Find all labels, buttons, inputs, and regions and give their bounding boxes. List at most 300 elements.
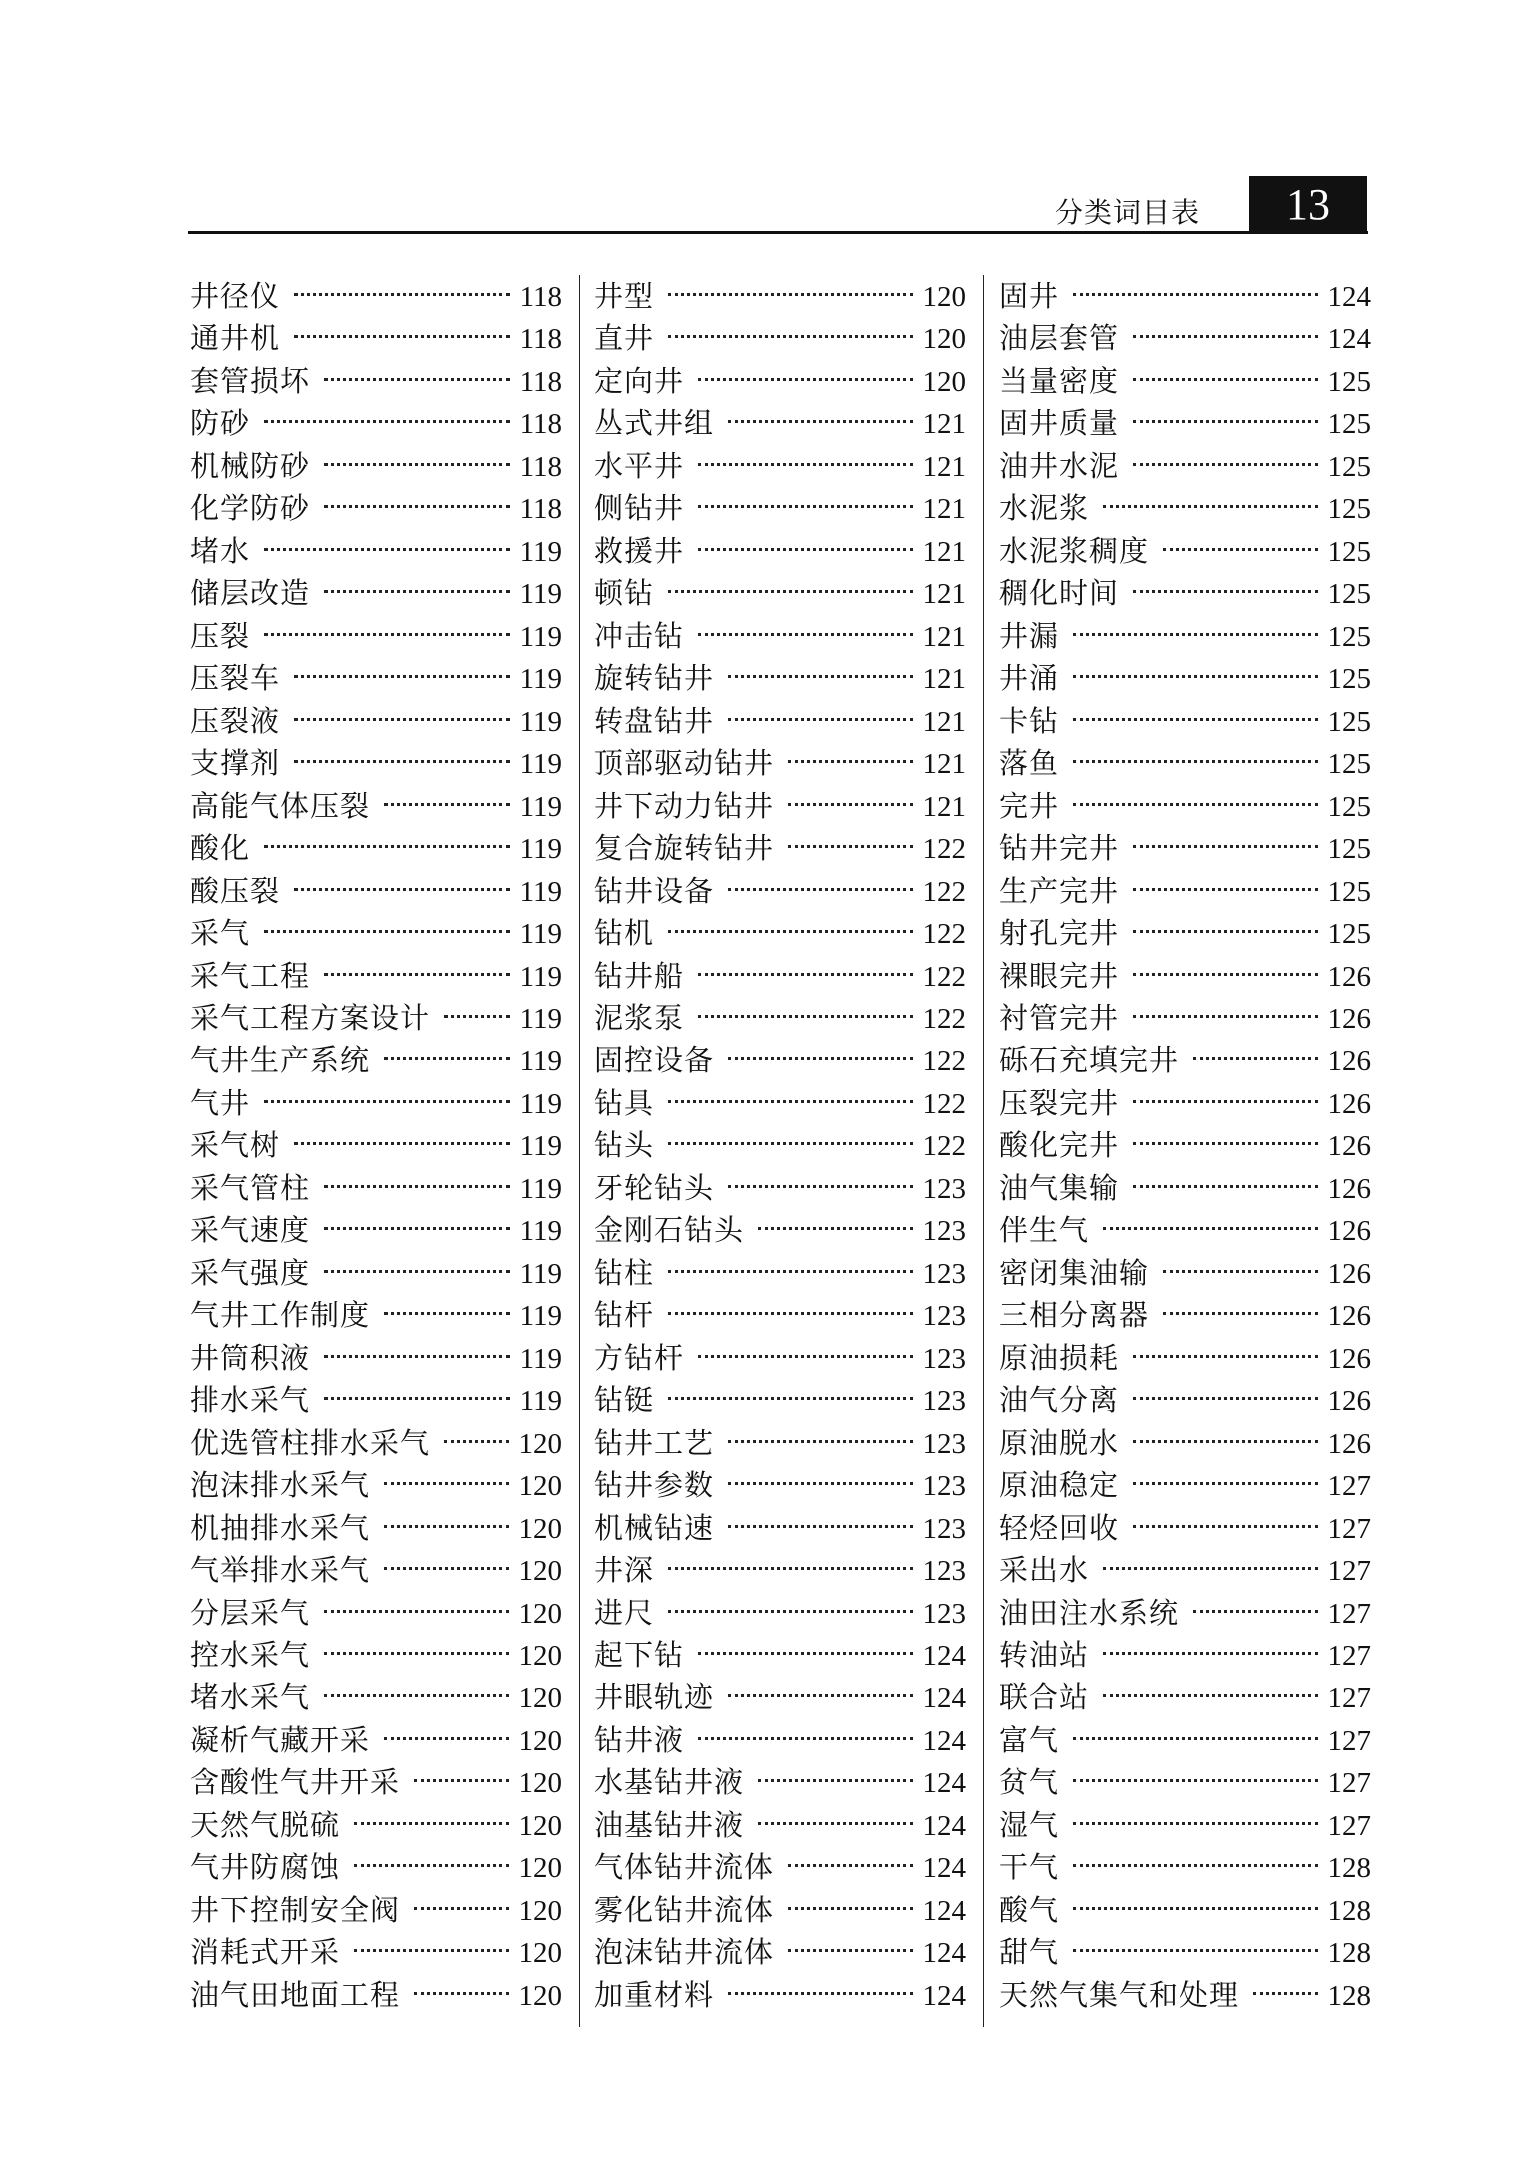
index-entry	[999, 1634, 1371, 1676]
index-entry	[999, 1974, 1371, 2016]
entry-term: 稠化时间	[999, 576, 1120, 611]
entry-page-number: 125	[1327, 833, 1371, 866]
leader-dots	[668, 1312, 912, 1315]
index-column-2	[594, 275, 966, 2016]
entry-term: 卡钻	[999, 703, 1060, 738]
entry-page-number: 119	[519, 1215, 562, 1248]
leader-dots	[1073, 1737, 1317, 1740]
entry-page-number: 118	[519, 323, 562, 356]
leader-dots	[1103, 1652, 1317, 1655]
entry-page-number: 123	[922, 1512, 966, 1545]
entry-term: 分层采气	[190, 1595, 311, 1630]
leader-dots	[294, 760, 510, 763]
entry-page-number: 120	[518, 1470, 562, 1503]
entry-term: 钻井设备	[594, 873, 715, 908]
leader-dots	[264, 930, 510, 933]
entry-page-number: 119	[519, 663, 562, 696]
index-entry	[190, 1974, 562, 2016]
entry-page-number: 127	[1327, 1597, 1371, 1630]
entry-page-number: 125	[1327, 535, 1371, 568]
index-entry	[594, 1379, 966, 1421]
entry-page-number: 121	[922, 450, 966, 483]
entry-term: 泡沫排水采气	[190, 1468, 371, 1503]
leader-dots	[324, 505, 510, 508]
entry-term: 控水采气	[190, 1638, 311, 1672]
entry-term: 含酸性气井开采	[190, 1765, 401, 1800]
entry-page-number: 126	[1327, 1427, 1371, 1460]
leader-dots	[698, 1652, 912, 1655]
entry-term: 采气	[190, 916, 251, 951]
index-entry	[999, 955, 1371, 997]
entry-page-number: 124	[922, 1894, 966, 1927]
entry-term: 贫气	[999, 1765, 1060, 1800]
entry-term: 钻井船	[594, 958, 685, 993]
entry-term: 气体钻井流体	[594, 1850, 775, 1885]
leader-dots	[1133, 463, 1317, 466]
index-entry	[190, 1592, 562, 1634]
entry-term: 牙轮钻头	[594, 1170, 715, 1205]
entry-page-number: 123	[922, 1597, 966, 1630]
entry-page-number: 123	[922, 1257, 966, 1290]
leader-dots	[324, 1397, 510, 1400]
leader-dots	[444, 1440, 508, 1443]
entry-page-number: 123	[922, 1555, 966, 1588]
entry-page-number: 118	[519, 450, 562, 483]
entry-term: 井涌	[999, 661, 1060, 696]
entry-page-number: 119	[519, 1045, 562, 1078]
index-entry	[190, 1464, 562, 1506]
index-entry	[190, 1846, 562, 1888]
entry-page-number: 120	[518, 1979, 562, 2012]
entry-page-number: 119	[519, 833, 562, 866]
leader-dots	[1133, 1440, 1317, 1443]
leader-dots	[728, 1440, 912, 1443]
index-entry	[594, 360, 966, 402]
entry-term: 方钻杆	[594, 1340, 685, 1375]
index-entry	[190, 402, 562, 444]
entry-page-number: 118	[519, 493, 562, 526]
entry-page-number: 121	[922, 535, 966, 568]
entry-term: 衬管完井	[999, 1000, 1120, 1035]
entry-term: 酸压裂	[190, 873, 281, 908]
entry-page-number: 120	[518, 1640, 562, 1672]
entry-page-number: 125	[1327, 493, 1371, 526]
entry-term: 射孔完井	[999, 916, 1120, 951]
entry-page-number: 120	[518, 1724, 562, 1757]
entry-term: 直井	[594, 321, 655, 356]
leader-dots	[668, 1397, 912, 1400]
entry-page-number: 121	[922, 578, 966, 611]
entry-term: 套管损坏	[190, 363, 311, 398]
index-entry	[594, 1209, 966, 1251]
leader-dots	[414, 1907, 508, 1910]
entry-term: 排水采气	[190, 1383, 311, 1418]
entry-term: 天然气脱硫	[190, 1807, 341, 1842]
leader-dots	[1133, 335, 1317, 338]
index-entry	[190, 1931, 562, 1973]
entry-page-number: 120	[922, 365, 966, 398]
index-entry	[999, 1124, 1371, 1166]
entry-page-number: 122	[922, 960, 966, 993]
column-divider	[579, 275, 580, 2027]
leader-dots	[294, 888, 510, 891]
leader-dots	[698, 633, 912, 636]
entry-term: 救援井	[594, 533, 685, 568]
index-entry	[594, 1846, 966, 1888]
entry-page-number: 126	[1327, 1172, 1371, 1205]
index-entry	[594, 1167, 966, 1209]
leader-dots	[1133, 930, 1317, 933]
entry-term: 干气	[999, 1850, 1060, 1885]
leader-dots	[788, 1949, 912, 1952]
index-entry	[190, 1124, 562, 1166]
entry-page-number: 128	[1327, 1894, 1371, 1927]
leader-dots	[728, 1694, 912, 1697]
index-entry	[999, 1167, 1371, 1209]
index-entry	[999, 1676, 1371, 1718]
index-entry	[999, 912, 1371, 954]
entry-page-number: 126	[1327, 1215, 1371, 1248]
leader-dots	[1133, 1100, 1317, 1103]
entry-term: 钻铤	[594, 1383, 655, 1418]
entry-term: 油气分离	[999, 1383, 1120, 1418]
index-entry	[999, 1846, 1371, 1888]
leader-dots	[324, 1270, 510, 1273]
index-entry	[190, 827, 562, 869]
leader-dots	[698, 1355, 912, 1358]
index-entry	[999, 1889, 1371, 1931]
entry-term: 井下动力钻井	[594, 788, 775, 823]
leader-dots	[324, 590, 510, 593]
entry-page-number: 123	[922, 1215, 966, 1248]
index-entry	[594, 402, 966, 444]
entry-term: 优选管柱排水采气	[190, 1425, 431, 1460]
entry-term: 钻柱	[594, 1255, 655, 1290]
index-entry	[999, 402, 1371, 444]
entry-page-number: 120	[922, 281, 966, 313]
entry-page-number: 119	[519, 620, 562, 653]
page-number-box: 13	[1249, 176, 1367, 233]
entry-term: 压裂液	[190, 703, 281, 738]
entry-page-number: 120	[518, 1809, 562, 1842]
entry-page-number: 120	[518, 1767, 562, 1800]
entry-page-number: 119	[519, 875, 562, 908]
entry-term: 井眼轨迹	[594, 1680, 715, 1715]
index-entry	[594, 1039, 966, 1081]
leader-dots	[698, 548, 912, 551]
leader-dots	[264, 845, 510, 848]
entry-term: 气井工作制度	[190, 1298, 371, 1333]
index-entry	[999, 1379, 1371, 1421]
index-entry	[190, 1039, 562, 1081]
index-entry	[190, 1676, 562, 1718]
entry-term: 原油稳定	[999, 1468, 1120, 1503]
entry-page-number: 124	[922, 1682, 966, 1715]
entry-term: 落鱼	[999, 746, 1060, 781]
entry-page-number: 127	[1327, 1682, 1371, 1715]
entry-term: 固井质量	[999, 406, 1120, 441]
index-entry	[190, 1209, 562, 1251]
index-entry	[594, 1124, 966, 1166]
index-entry	[594, 317, 966, 359]
index-entry	[190, 1549, 562, 1591]
entry-term: 油井水泥	[999, 448, 1120, 483]
index-entry	[190, 1252, 562, 1294]
index-entry	[999, 1464, 1371, 1506]
entry-page-number: 125	[1327, 748, 1371, 781]
index-entry	[999, 742, 1371, 784]
leader-dots	[1103, 1694, 1317, 1697]
leader-dots	[324, 1185, 510, 1188]
entry-page-number: 128	[1327, 1979, 1371, 2012]
entry-page-number: 122	[922, 875, 966, 908]
entry-page-number: 119	[519, 1300, 562, 1333]
entry-page-number: 124	[922, 1640, 966, 1672]
entry-page-number: 120	[518, 1937, 562, 1970]
index-entry	[999, 1082, 1371, 1124]
entry-term: 钻机	[594, 916, 655, 951]
index-entry	[190, 1761, 562, 1803]
index-entry	[999, 530, 1371, 572]
entry-term: 定向井	[594, 363, 685, 398]
leader-dots	[264, 548, 510, 551]
entry-term: 压裂车	[190, 661, 281, 696]
entry-page-number: 119	[519, 1257, 562, 1290]
entry-page-number: 120	[518, 1852, 562, 1885]
entry-page-number: 126	[1327, 1130, 1371, 1163]
entry-term: 伴生气	[999, 1213, 1090, 1248]
index-entry	[594, 487, 966, 529]
entry-term: 水泥浆	[999, 491, 1090, 526]
index-entry	[594, 275, 966, 317]
entry-term: 采气树	[190, 1128, 281, 1163]
leader-dots	[1133, 1355, 1317, 1358]
leader-dots	[294, 675, 510, 678]
index-entry	[999, 1804, 1371, 1846]
index-entry	[594, 1931, 966, 1973]
leader-dots	[294, 718, 510, 721]
entry-page-number: 127	[1327, 1767, 1371, 1800]
entry-page-number: 126	[1327, 1342, 1371, 1375]
entry-page-number: 119	[519, 1130, 562, 1163]
leader-dots	[1103, 1567, 1317, 1570]
entry-term: 轻烃回收	[999, 1510, 1120, 1545]
entry-page-number: 119	[519, 705, 562, 738]
entry-page-number: 120	[518, 1427, 562, 1460]
leader-dots	[1073, 1907, 1317, 1910]
leader-dots	[324, 1610, 508, 1613]
entry-page-number: 120	[518, 1682, 562, 1715]
entry-term: 雾化钻井流体	[594, 1892, 775, 1927]
entry-term: 钻具	[594, 1085, 655, 1120]
entry-page-number: 123	[922, 1342, 966, 1375]
leader-dots	[354, 1822, 508, 1825]
index-entry	[190, 1379, 562, 1421]
entry-term: 井筒积液	[190, 1340, 311, 1375]
leader-dots	[668, 590, 912, 593]
index-entry	[190, 530, 562, 572]
leader-dots	[1193, 1057, 1317, 1060]
entry-term: 机抽排水采气	[190, 1510, 371, 1545]
leader-dots	[728, 718, 912, 721]
entry-term: 钻井完井	[999, 831, 1120, 866]
index-entry	[190, 1634, 562, 1676]
index-entry	[594, 1549, 966, 1591]
entry-page-number: 125	[1327, 365, 1371, 398]
leader-dots	[1103, 1227, 1317, 1230]
entry-term: 堵水采气	[190, 1680, 311, 1715]
entry-term: 油气田地面工程	[190, 1977, 401, 2012]
leader-dots	[1133, 1185, 1317, 1188]
index-entry	[190, 615, 562, 657]
leader-dots	[668, 930, 912, 933]
leader-dots	[1073, 1779, 1317, 1782]
entry-term: 水平井	[594, 448, 685, 483]
index-entry	[190, 360, 562, 402]
entry-page-number: 127	[1327, 1724, 1371, 1757]
leader-dots	[1073, 293, 1317, 296]
leader-dots	[1163, 548, 1317, 551]
index-entry	[999, 445, 1371, 487]
index-entry	[999, 700, 1371, 742]
entry-page-number: 125	[1327, 918, 1371, 951]
leader-dots	[1133, 973, 1317, 976]
leader-dots	[1163, 1312, 1317, 1315]
leader-dots	[1073, 1949, 1317, 1952]
entry-term: 防砂	[190, 406, 251, 441]
leader-dots	[1193, 1610, 1317, 1613]
entry-term: 原油脱水	[999, 1425, 1120, 1460]
leader-dots	[324, 463, 510, 466]
entry-page-number: 119	[519, 1002, 562, 1035]
index-entry	[594, 742, 966, 784]
entry-term: 钻井液	[594, 1722, 685, 1757]
entry-page-number: 128	[1327, 1937, 1371, 1970]
entry-term: 富气	[999, 1722, 1060, 1757]
entry-page-number: 121	[922, 663, 966, 696]
leader-dots	[384, 1567, 508, 1570]
entry-term: 酸气	[999, 1892, 1060, 1927]
leader-dots	[384, 1312, 510, 1315]
section-title: 分类词目表	[1055, 196, 1201, 229]
index-entry	[190, 742, 562, 784]
leader-dots	[698, 1015, 912, 1018]
entry-term: 通井机	[190, 321, 281, 356]
entry-page-number: 125	[1327, 875, 1371, 908]
entry-term: 转盘钻井	[594, 703, 715, 738]
entry-term: 酸化	[190, 831, 251, 866]
leader-dots	[1073, 1822, 1317, 1825]
index-entry	[999, 1719, 1371, 1761]
leader-dots	[1133, 590, 1317, 593]
entry-term: 密闭集油输	[999, 1255, 1150, 1290]
entry-page-number: 122	[922, 1087, 966, 1120]
index-entry	[999, 1592, 1371, 1634]
entry-page-number: 119	[519, 578, 562, 611]
leader-dots	[668, 1610, 912, 1613]
leader-dots	[668, 293, 912, 296]
entry-term: 完井	[999, 788, 1060, 823]
leader-dots	[758, 1822, 912, 1825]
entry-term: 钻杆	[594, 1298, 655, 1333]
entry-term: 转油站	[999, 1638, 1090, 1672]
leader-dots	[264, 420, 510, 423]
leader-dots	[698, 1737, 912, 1740]
entry-page-number: 120	[518, 1894, 562, 1927]
leader-dots	[414, 1779, 508, 1782]
index-entry	[594, 1464, 966, 1506]
index-entry	[999, 275, 1371, 317]
entry-page-number: 125	[1327, 705, 1371, 738]
entry-term: 堵水	[190, 533, 251, 568]
entry-term: 井下控制安全阀	[190, 1892, 401, 1927]
leader-dots	[354, 1949, 508, 1952]
entry-page-number: 122	[922, 1002, 966, 1035]
index-entry	[594, 1337, 966, 1379]
entry-term: 顶部驱动钻井	[594, 746, 775, 781]
entry-term: 井型	[594, 279, 655, 313]
entry-page-number: 122	[922, 1130, 966, 1163]
leader-dots	[384, 1525, 508, 1528]
index-entry	[190, 1082, 562, 1124]
leader-dots	[698, 463, 912, 466]
entry-page-number: 128	[1327, 1852, 1371, 1885]
entry-page-number: 125	[1327, 663, 1371, 696]
entry-page-number: 122	[922, 1045, 966, 1078]
leader-dots	[668, 1567, 912, 1570]
entry-term: 压裂完井	[999, 1085, 1120, 1120]
entry-term: 气井防腐蚀	[190, 1850, 341, 1885]
index-entry	[190, 870, 562, 912]
index-entry	[190, 487, 562, 529]
entry-term: 井深	[594, 1553, 655, 1588]
leader-dots	[414, 1992, 508, 1995]
entry-term: 侧钻井	[594, 491, 685, 526]
entry-page-number: 122	[922, 918, 966, 951]
entry-page-number: 124	[1327, 281, 1371, 313]
index-column-1	[190, 275, 562, 2016]
index-entry	[594, 615, 966, 657]
entry-page-number: 126	[1327, 1300, 1371, 1333]
leader-dots	[1073, 803, 1317, 806]
entry-term: 凝析气藏开采	[190, 1722, 371, 1757]
entry-page-number: 119	[519, 960, 562, 993]
index-entry	[999, 1209, 1371, 1251]
leader-dots	[1073, 760, 1317, 763]
leader-dots	[1133, 378, 1317, 381]
entry-term: 储层改造	[190, 576, 311, 611]
entry-term: 顿钻	[594, 576, 655, 611]
index-entry	[594, 1974, 966, 2016]
entry-term: 采出水	[999, 1553, 1090, 1588]
entry-term: 复合旋转钻井	[594, 831, 775, 866]
index-entry	[190, 445, 562, 487]
index-entry	[999, 997, 1371, 1039]
entry-term: 井径仪	[190, 279, 281, 313]
index-entry	[594, 1252, 966, 1294]
entry-term: 油基钻井液	[594, 1807, 745, 1842]
entry-term: 固控设备	[594, 1043, 715, 1078]
leader-dots	[1253, 1992, 1317, 1995]
leader-dots	[698, 973, 912, 976]
header-rule	[188, 231, 1368, 234]
leader-dots	[444, 1015, 510, 1018]
entry-term: 三相分离器	[999, 1298, 1150, 1333]
leader-dots	[728, 675, 912, 678]
index-entry	[190, 275, 562, 317]
entry-page-number: 124	[1327, 323, 1371, 356]
entry-page-number: 125	[1327, 408, 1371, 441]
